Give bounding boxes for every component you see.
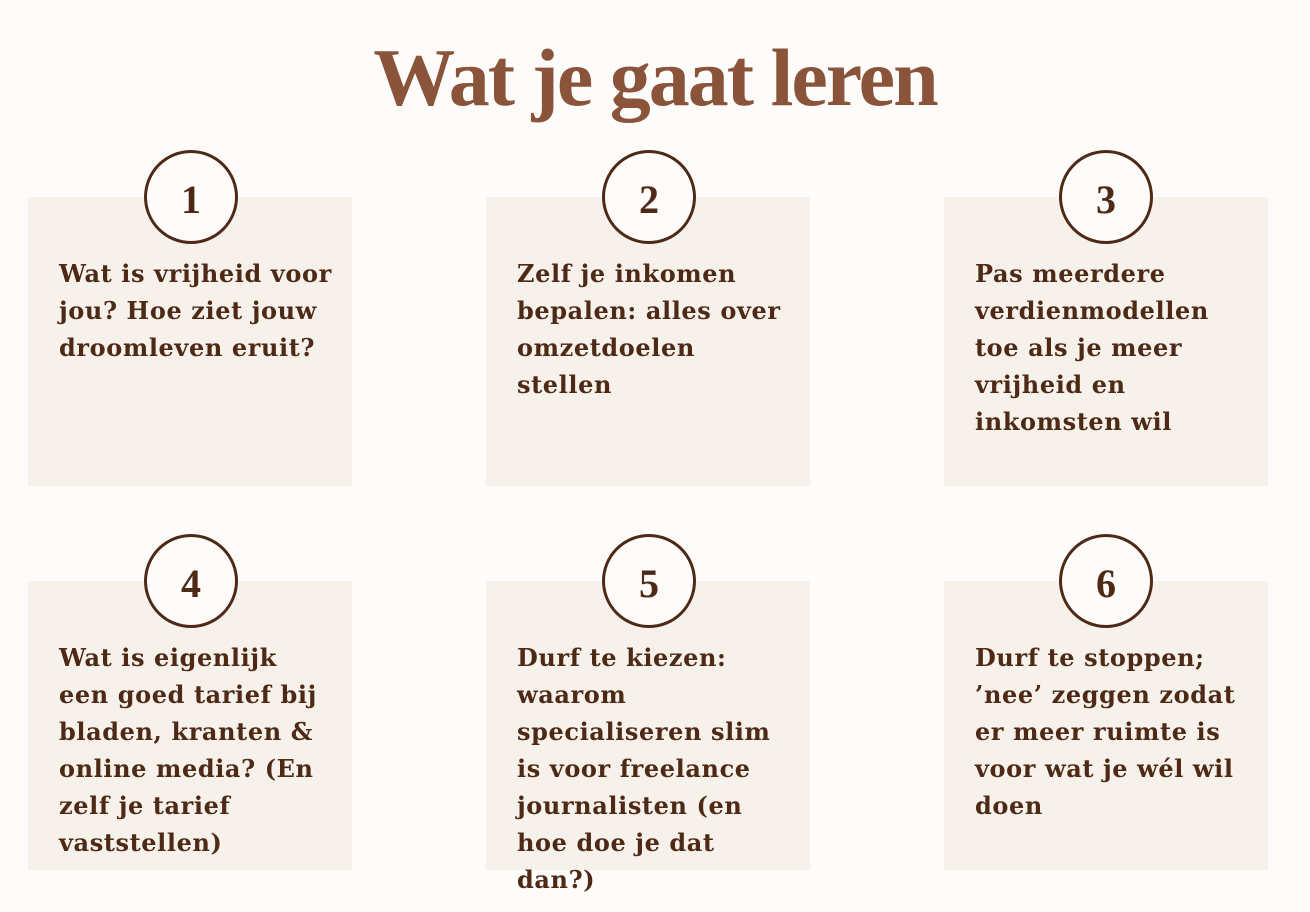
page-title: Wat je gaat leren: [373, 32, 937, 123]
number-badge-3: [1059, 150, 1153, 244]
number-badge-6: [1059, 534, 1153, 628]
number-badge-1: [144, 150, 238, 244]
number-badge-5: [602, 534, 696, 628]
number-label: 4: [181, 561, 201, 606]
learning-card-text: Durf te kiezen: waarom specialiseren slim is voor freelance journalisten (en hoe doe je dat dan?): [517, 643, 771, 894]
number-label: 3: [1096, 177, 1116, 222]
number-label: 6: [1096, 561, 1116, 606]
number-label: 1: [181, 177, 201, 222]
learning-card-text: Pas meerdere verdienmodellen toe als je meer vrijheid en inkomsten wil: [975, 259, 1209, 436]
number-badge-2: [602, 150, 696, 244]
learning-card-text: Wat is vrijheid voor jou? Hoe ziet jouw droomleven eruit?: [59, 259, 332, 362]
learning-card-text: Durf te stoppen; ’nee’ zeggen zodat er meer ruimte is voor wat je wél wil doen: [975, 643, 1236, 820]
learning-card-text: Wat is eigenlijk een goed tarief bij bladen, kranten & online media? (En zelf je tarief vaststellen): [59, 643, 317, 857]
number-label: 5: [639, 561, 659, 606]
number-badge-4: [144, 534, 238, 628]
number-label: 2: [639, 177, 659, 222]
learning-card-text: Zelf je inkomen bepalen: alles over omzetdoelen stellen: [517, 259, 781, 399]
